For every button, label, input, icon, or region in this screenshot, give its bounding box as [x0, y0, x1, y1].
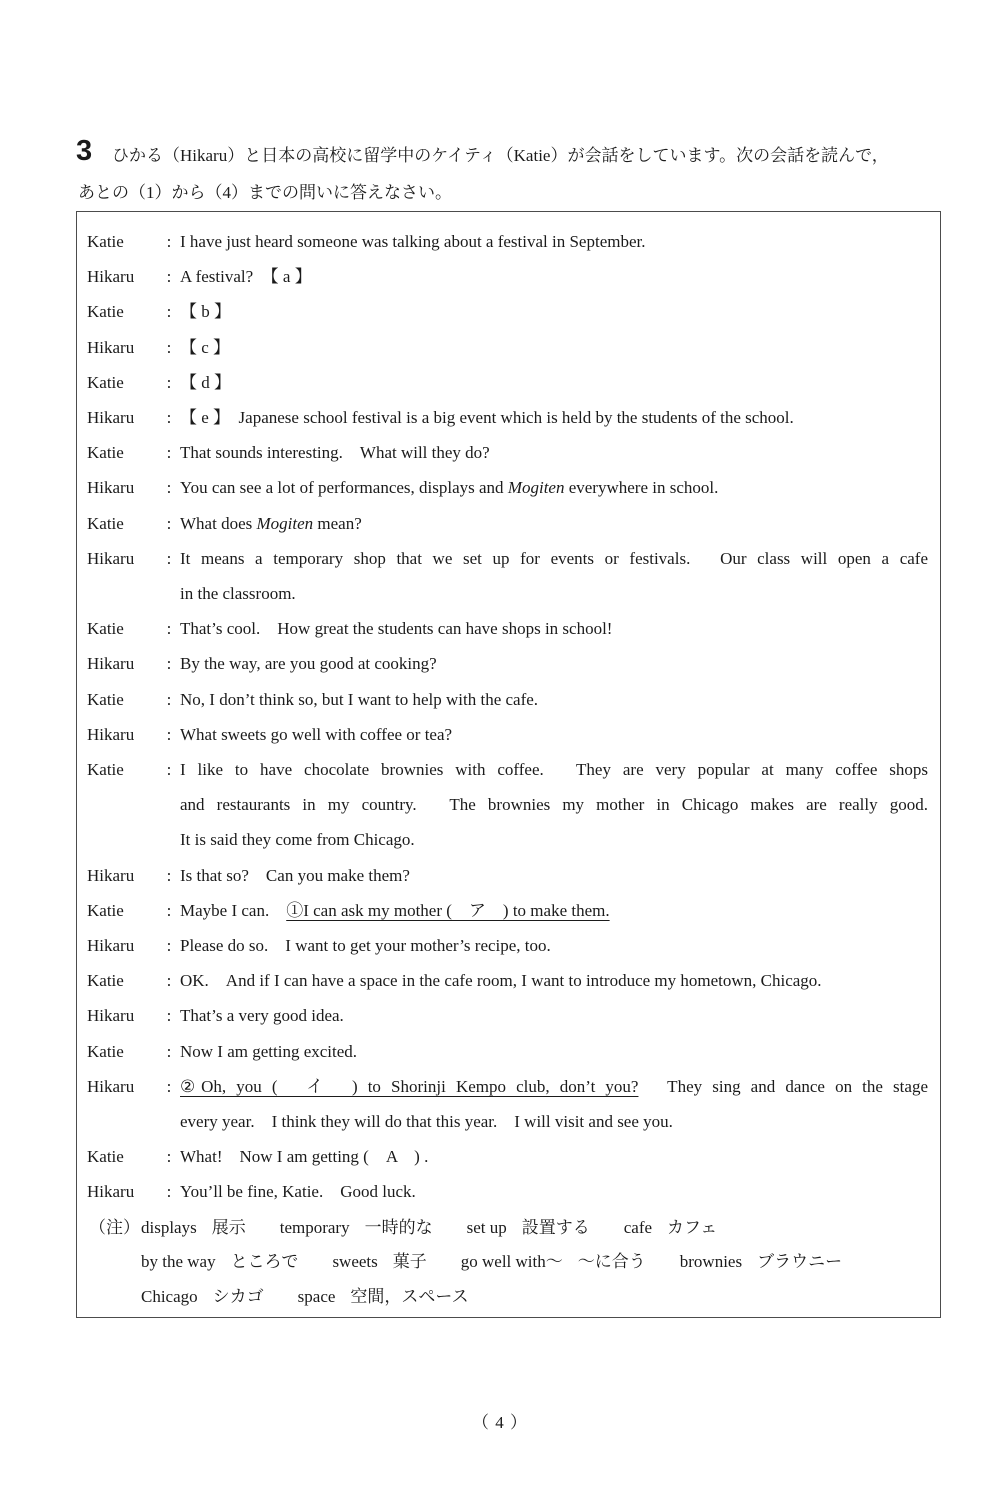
- dialogue-text: [180, 717, 940, 752]
- speaker-name: Katie: [87, 971, 124, 991]
- dialogue-line: [180, 787, 928, 822]
- dialogue-line: [180, 294, 928, 329]
- dialogue-segment: mean?: [313, 513, 362, 533]
- dialogue-turn: [77, 928, 940, 963]
- dialogue-turn: [77, 400, 940, 435]
- speaker-name: Hikaru: [87, 936, 135, 956]
- dialogue-turn: [77, 506, 940, 541]
- speaker-name: Hikaru: [87, 724, 135, 744]
- dialogue-segment: That’s a very good idea.: [180, 1006, 344, 1026]
- dialogue-segment: I like to have chocolate brownies with coffee. They are very popular at many coffee shops: [180, 760, 928, 780]
- note-term-english: Chicago: [141, 1286, 198, 1306]
- dialogue-text: [180, 365, 940, 400]
- dialogue-line: [180, 1069, 928, 1104]
- speaker-name: Hikaru: [87, 478, 135, 498]
- dialogue-segment: No, I don’t think so, but I want to help with the cafe.: [180, 689, 539, 709]
- dialogue-line: [180, 611, 928, 646]
- dialogue-turn: [77, 259, 940, 294]
- speaker-colon: :: [166, 478, 172, 498]
- dialogue-turn: [77, 646, 940, 681]
- speaker-colon: :: [166, 548, 172, 568]
- speaker-colon: :: [166, 1041, 172, 1061]
- dialogue-text: [180, 294, 940, 329]
- dialogue-turn: [77, 1034, 940, 1069]
- speaker-name: Katie: [87, 1147, 124, 1167]
- dialogue-segment: 【 e 】 Japanese school festival is a big event which is held by the students of the school.: [180, 408, 794, 428]
- note-item: [141, 1245, 298, 1280]
- dialogue-segment: ②Oh, you ( イ ) to Shorinji Kempo club, don’t you?: [180, 1076, 639, 1096]
- dialogue-turn: [77, 1069, 940, 1139]
- dialogue-line: [180, 400, 928, 435]
- note-row: [89, 1211, 928, 1246]
- speaker-colon: :: [166, 408, 172, 428]
- dialogue-turn: [77, 682, 940, 717]
- dialogue-text: [180, 1139, 940, 1174]
- speaker-colon: :: [166, 1006, 172, 1026]
- note-label: （注）: [89, 1217, 140, 1237]
- dialogue-turn: [77, 1174, 940, 1209]
- note-item: [280, 1211, 433, 1246]
- speaker-name: Katie: [87, 760, 124, 780]
- dialogue-line: [180, 1034, 928, 1069]
- vocabulary-notes: [77, 1211, 940, 1315]
- dialogue-text: [180, 682, 940, 717]
- dialogue-line: [180, 998, 928, 1033]
- note-items: [141, 1211, 928, 1246]
- speaker-name: Hikaru: [87, 865, 135, 885]
- dialogue-segment: Mogiten: [256, 513, 314, 533]
- dialogue-segment: What! Now I am getting ( A ) .: [180, 1147, 429, 1167]
- speaker-name: Hikaru: [87, 337, 135, 357]
- dialogue-turn: [77, 1139, 940, 1174]
- note-term-japanese: 展示: [211, 1217, 246, 1237]
- note-term-english: by the way: [141, 1252, 216, 1272]
- dialogue-turn: [77, 470, 940, 505]
- note-term-japanese: ブラウニー: [757, 1252, 843, 1272]
- question-header-line1: [76, 135, 940, 171]
- question-instruction-line2: あとの（1）から（4）までの問いに答えなさい。: [78, 183, 452, 202]
- note-term-japanese: 設置する: [521, 1217, 590, 1237]
- question-instruction-line1: ひかる（Hikaru）と日本の高校に留学中のケイティ（Katie）が会話をしています。次の会話を読んで，: [112, 146, 889, 165]
- note-term-english: go well with～: [460, 1252, 563, 1272]
- dialogue-line: [180, 576, 928, 611]
- note-row: [89, 1280, 928, 1315]
- dialogue-segment: Mogiten: [507, 478, 565, 498]
- dialogue-segment: everywhere in school.: [564, 478, 719, 498]
- dialogue-segment: Is that so? Can you make them?: [180, 865, 410, 885]
- dialogue-segment: What sweets go well with coffee or tea?: [180, 724, 453, 744]
- note-term-japanese: ～に合う: [577, 1252, 646, 1272]
- dialogue-line: [180, 963, 928, 998]
- dialogue-text: [180, 858, 940, 893]
- dialogue-text: [180, 259, 940, 294]
- dialogue-line: [180, 365, 928, 400]
- dialogue-text: [180, 893, 940, 928]
- dialogue-line: [180, 330, 928, 365]
- dialogue-line: [180, 858, 928, 893]
- dialogue-segment: every year. I think they will do that this year. I will visit and see you.: [180, 1112, 673, 1132]
- dialogue-line: [180, 1139, 928, 1174]
- note-row: [89, 1245, 928, 1280]
- dialogue-turns: [77, 224, 940, 1210]
- note-item: [141, 1211, 246, 1246]
- dialogue-text: [180, 470, 940, 505]
- dialogue-box: [76, 211, 941, 1318]
- note-item: [141, 1280, 264, 1315]
- dialogue-turn: [77, 330, 940, 365]
- note-term-japanese: カフェ: [667, 1217, 718, 1237]
- dialogue-segment: Maybe I can.: [180, 900, 287, 920]
- dialogue-line: [180, 646, 928, 681]
- dialogue-line: [180, 259, 928, 294]
- note-item: [680, 1245, 842, 1280]
- dialogue-text: [180, 928, 940, 963]
- dialogue-line: [180, 752, 928, 787]
- speaker-colon: :: [166, 232, 172, 251]
- note-term-japanese: シカゴ: [212, 1286, 264, 1306]
- note-items: [141, 1280, 928, 1315]
- speaker-colon: :: [166, 1147, 172, 1167]
- dialogue-text: [180, 506, 940, 541]
- note-item: [624, 1211, 717, 1246]
- speaker-name: Hikaru: [87, 1182, 135, 1202]
- dialogue-segment: Please do so. I want to get your mother’s recipe, too.: [180, 936, 551, 956]
- dialogue-turn: [77, 963, 940, 998]
- note-item: [298, 1280, 469, 1315]
- dialogue-line: [180, 822, 928, 857]
- dialogue-line: [180, 682, 928, 717]
- dialogue-segment: ①I can ask my mother ( ア ) to make them.: [286, 900, 610, 920]
- dialogue-segment: They sing and dance on the stage: [638, 1076, 928, 1096]
- dialogue-text: [180, 224, 940, 259]
- question-number: 3: [76, 135, 93, 167]
- dialogue-turn: [77, 717, 940, 752]
- dialogue-line: [180, 893, 928, 928]
- dialogue-segment: and restaurants in my country. The brownies my mother in Chicago makes are really good.: [180, 795, 928, 815]
- speaker-colon: :: [166, 619, 172, 639]
- dialogue-turn: [77, 611, 940, 646]
- dialogue-text: [180, 330, 940, 365]
- dialogue-text: [180, 1034, 940, 1069]
- dialogue-text: [180, 435, 940, 470]
- speaker-name: Katie: [87, 619, 124, 639]
- dialogue-segment: Now I am getting excited.: [180, 1041, 358, 1061]
- dialogue-turn: [77, 858, 940, 893]
- dialogue-turn: [77, 541, 940, 611]
- speaker-name: Katie: [87, 689, 124, 709]
- note-label: [89, 1280, 141, 1315]
- dialogue-text: [180, 998, 940, 1033]
- speaker-colon: :: [166, 724, 172, 744]
- dialogue-line: [180, 1104, 928, 1139]
- dialogue-text: [180, 963, 940, 998]
- speaker-colon: :: [166, 760, 172, 780]
- speaker-colon: :: [166, 1182, 172, 1202]
- dialogue-segment: 【 b 】: [180, 302, 231, 322]
- note-label: [89, 1245, 141, 1280]
- dialogue-text: [180, 541, 940, 611]
- dialogue-segment: OK. And if I can have a space in the cafe room, I want to introduce my hometown, Chicago.: [180, 971, 822, 991]
- note-term-japanese: ところで: [230, 1252, 299, 1272]
- dialogue-turn: [77, 893, 940, 928]
- note-term-english: sweets: [332, 1252, 378, 1272]
- speaker-colon: :: [166, 936, 172, 956]
- note-term-japanese: 空間，スペース: [350, 1286, 469, 1306]
- speaker-colon: :: [166, 971, 172, 991]
- dialogue-segment: That’s cool. How great the students can have shops in school!: [180, 619, 613, 639]
- dialogue-segment: A festival? 【 a 】: [180, 267, 312, 287]
- note-item: [461, 1245, 646, 1280]
- note-term-english: displays: [141, 1217, 197, 1237]
- speaker-colon: :: [166, 689, 172, 709]
- dialogue-segment: in the classroom.: [180, 584, 296, 604]
- dialogue-segment: It is said they come from Chicago.: [180, 830, 415, 850]
- dialogue-text: [180, 400, 940, 435]
- note-term-english: brownies: [679, 1252, 743, 1272]
- dialogue-line: [180, 928, 928, 963]
- speaker-name: Hikaru: [87, 1006, 135, 1026]
- dialogue-segment: I have just heard someone was talking about a festival in September.: [180, 232, 646, 251]
- question-header: [76, 135, 940, 208]
- dialogue-turn: [77, 998, 940, 1033]
- note-term-english: cafe: [623, 1217, 653, 1237]
- dialogue-text: [180, 646, 940, 681]
- dialogue-text: [180, 752, 940, 858]
- dialogue-segment: You’ll be fine, Katie. Good luck.: [180, 1182, 416, 1202]
- speaker-name: Hikaru: [87, 1076, 135, 1096]
- speaker-colon: :: [166, 654, 172, 674]
- note-term-japanese: 菓子: [392, 1252, 427, 1272]
- dialogue-segment: 【 d 】: [180, 372, 231, 392]
- speaker-name: Katie: [87, 900, 124, 920]
- dialogue-segment: What does: [180, 513, 257, 533]
- speaker-name: Katie: [87, 1041, 124, 1061]
- page-number: （ 4 ）: [472, 1413, 528, 1432]
- dialogue-turn: [77, 294, 940, 329]
- speaker-name: Katie: [87, 302, 124, 322]
- dialogue-turn: [77, 365, 940, 400]
- dialogue-turn: [77, 435, 940, 470]
- dialogue-text: [180, 1069, 940, 1139]
- note-item: [332, 1245, 426, 1280]
- speaker-colon: :: [166, 372, 172, 392]
- speaker-name: Hikaru: [87, 408, 135, 428]
- dialogue-segment: That sounds interesting. What will they do?: [180, 443, 490, 463]
- dialogue-line: [180, 470, 928, 505]
- speaker-colon: :: [166, 302, 172, 322]
- dialogue-segment: By the way, are you good at cooking?: [180, 654, 437, 674]
- dialogue-line: [180, 224, 928, 259]
- speaker-name: Katie: [87, 372, 124, 392]
- dialogue-line: [180, 435, 928, 470]
- dialogue-line: [180, 1174, 928, 1209]
- dialogue-line: [180, 506, 928, 541]
- speaker-colon: :: [166, 1076, 172, 1096]
- speaker-colon: :: [166, 865, 172, 885]
- speaker-colon: :: [166, 443, 172, 463]
- dialogue-line: [180, 541, 928, 576]
- speaker-name: Katie: [87, 443, 124, 463]
- dialogue-segment: It means a temporary shop that we set up for events or festivals. Our class will open a cafe: [180, 548, 928, 568]
- dialogue-segment: You can see a lot of performances, displays and: [180, 478, 508, 498]
- note-items: [141, 1245, 928, 1280]
- speaker-colon: :: [166, 513, 172, 533]
- speaker-name: Katie: [87, 513, 124, 533]
- speaker-colon: :: [166, 900, 172, 920]
- dialogue-text: [180, 1174, 940, 1209]
- speaker-colon: :: [166, 337, 172, 357]
- dialogue-line: [180, 717, 928, 752]
- dialogue-turn: [77, 224, 940, 259]
- dialogue-text: [180, 611, 940, 646]
- dialogue-segment: 【 c 】: [180, 337, 231, 357]
- speaker-colon: :: [166, 267, 172, 287]
- speaker-name: Katie: [87, 232, 124, 251]
- note-item: [467, 1211, 590, 1246]
- note-term-english: space: [297, 1286, 336, 1306]
- speaker-name: Hikaru: [87, 654, 135, 674]
- note-term-english: set up: [466, 1217, 507, 1237]
- note-term-japanese: 一時的な: [364, 1217, 433, 1237]
- dialogue-turn: [77, 752, 940, 858]
- note-term-english: temporary: [279, 1217, 350, 1237]
- speaker-name: Hikaru: [87, 267, 135, 287]
- speaker-name: Hikaru: [87, 548, 135, 568]
